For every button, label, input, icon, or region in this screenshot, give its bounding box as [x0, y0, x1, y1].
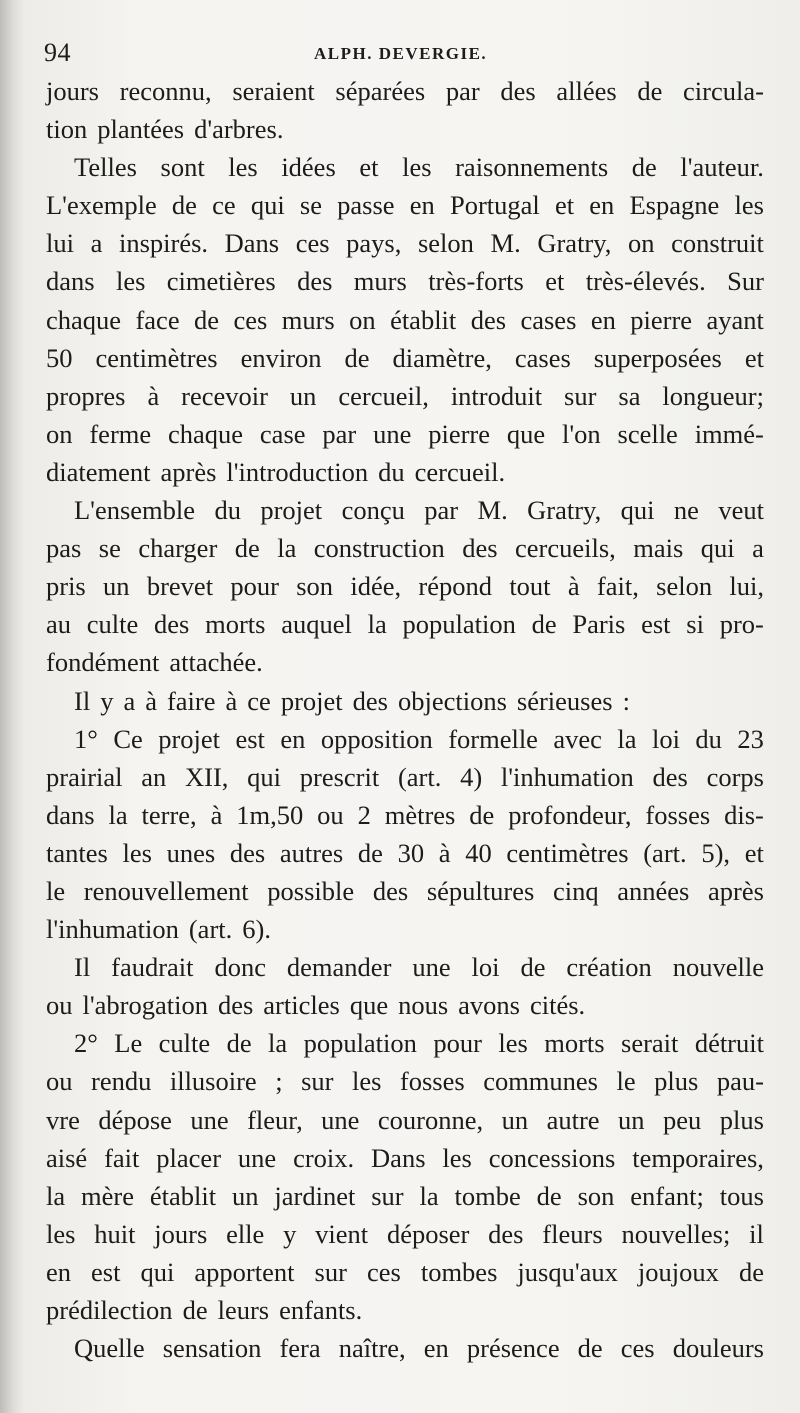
text-line: pris un brevet pour son idée, répond tout à fait, selon lui,: [46, 571, 764, 602]
text-line: diatement après l'introduction du cercueil.: [46, 456, 506, 487]
text-line: dans les cimetières des murs très-forts et très-élevés. Sur: [46, 266, 764, 297]
text-line: tion plantées d'arbres.: [46, 114, 284, 145]
text-line: fondément attachée.: [46, 647, 263, 678]
text-line: ou l'abrogation des articles que nous avons cités.: [46, 990, 586, 1021]
text-line: 50 centimètres environ de diamètre, cases superposées et: [46, 342, 764, 373]
text-line: L'ensemble du projet conçu par M. Gratry, qui ne veut: [74, 495, 764, 526]
text-line: tantes les unes des autres de 30 à 40 centimètres (art. 5), et: [46, 837, 764, 868]
text-line: prédilection de leurs enfants.: [46, 1295, 363, 1325]
text-line: Telles sont les idées et les raisonnements de l'auteur.: [74, 152, 764, 183]
text-line: aisé fait placer une croix. Dans les concessions temporaires,: [46, 1142, 764, 1173]
text-line: Il faudrait donc demander une loi de création nouvelle: [74, 952, 764, 983]
text-line: lui a inspirés. Dans ces pays, selon M. Gratry, on construit: [46, 228, 764, 259]
text-line: Quelle sensation fera naître, en présence de ces douleurs: [74, 1333, 764, 1364]
running-head: ALPH. DEVERGIE.: [314, 44, 488, 63]
text-line: ou rendu illusoire ; sur les fosses communes le plus pau-: [46, 1066, 764, 1097]
text-line: chaque face de ces murs on établit des cases en pierre ayant: [46, 304, 764, 335]
page-number: 94: [44, 38, 71, 67]
text-line: 1° Ce projet est en opposition formelle avec la loi du 23: [74, 723, 764, 754]
page-header: [44, 38, 764, 74]
text-line: on ferme chaque case par une pierre que l'on scelle immé-: [46, 418, 764, 449]
text-line: jours reconnu, seraient séparées par des allées de circula-: [46, 76, 764, 106]
text-line: propres à recevoir un cercueil, introduit sur sa longueur;: [46, 380, 764, 411]
text-line: dans la terre, à 1m,50 ou 2 mètres de profondeur, fosses dis-: [46, 799, 764, 830]
text-line: au culte des morts auquel la population de Paris est si pro-: [46, 609, 764, 640]
text-line: L'exemple de ce qui se passe en Portugal et en Espagne les: [46, 190, 764, 221]
text-line: vre dépose une fleur, une couronne, un autre un peu plus: [46, 1104, 764, 1135]
text-line: l'inhumation (art. 6).: [46, 914, 271, 945]
text-line: Il y a à faire à ce projet des objections sérieuses :: [74, 685, 630, 716]
text-line: pas se charger de la construction des cercueils, mais qui a: [46, 533, 764, 564]
text-line: le renouvellement possible des sépultures cinq années après: [46, 875, 764, 906]
text-line: 2° Le culte de la population pour les morts serait détruit: [74, 1028, 764, 1059]
text-line: prairial an XII, qui prescrit (art. 4) l'inhumation des corps: [46, 761, 764, 792]
text-line: en est qui apportent sur ces tombes jusqu'aux joujoux de: [46, 1256, 764, 1287]
text-line: la mère établit un jardinet sur la tombe de son enfant; tous: [46, 1180, 764, 1211]
page-gutter-shadow: [0, 0, 24, 1413]
body-text: [46, 72, 764, 1367]
text-line: les huit jours elle y vient déposer des fleurs nouvelles; il: [46, 1218, 764, 1249]
